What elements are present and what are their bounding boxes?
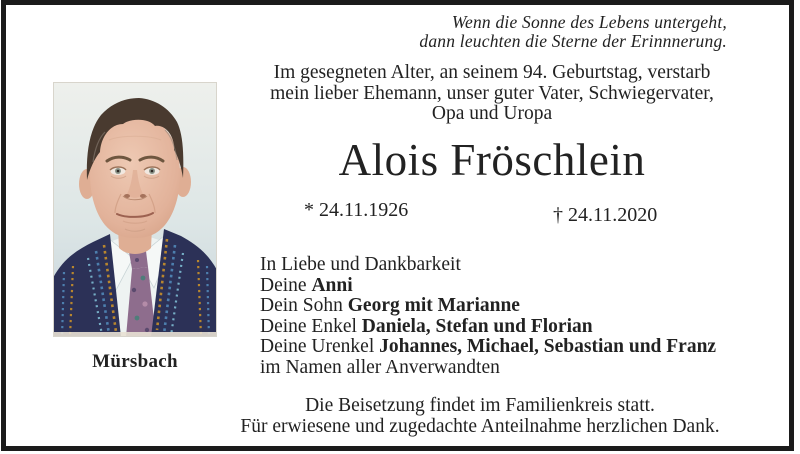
family-closing: im Namen aller Anverwandten <box>260 356 500 378</box>
portrait-photo-illustration <box>53 82 217 337</box>
relation-label: Dein Sohn <box>260 295 343 317</box>
family-line <box>260 276 730 297</box>
intro-line3: Opa und Uropa <box>431 103 553 124</box>
intro-text <box>256 63 728 125</box>
relation-label: Deine <box>260 274 307 296</box>
relation-label: Deine Urenkel <box>260 336 375 358</box>
memorial-quote-line2: dann leuchten die Sterne der Erinnnerung. <box>419 30 727 51</box>
portrait-photo <box>53 82 217 337</box>
relative-names: Georg mit Marianne <box>347 295 520 317</box>
place-name: Mürsbach <box>92 351 178 372</box>
relation-label: Deine Enkel <box>260 315 357 337</box>
family-block <box>260 255 730 379</box>
family-heading: In Liebe und Dankbarkeit <box>260 254 461 275</box>
relative-names: Daniela, Stefan und Florian <box>361 315 593 337</box>
funeral-note <box>160 395 800 437</box>
intro-line1: Im gesegneten Alter, an seinem 94. Geburtstag, verstarb <box>273 62 711 83</box>
funeral-note-line2: Für erwiesene und zugedachte Anteilnahme herzlichen Dank. <box>240 416 720 437</box>
relative-names: Anni <box>311 274 353 296</box>
family-line <box>260 317 730 338</box>
memorial-quote <box>419 13 727 50</box>
memorial-quote-line1: Wenn die Sonne des Lebens untergeht, <box>451 12 727 32</box>
deceased-name: Alois Fröschlein <box>338 135 646 185</box>
death-date: † 24.11.2020 <box>553 204 658 226</box>
intro-line2: mein lieber Ehemann, unser guter Vater, Schwiegervater, <box>270 82 714 104</box>
birth-date: * 24.11.1926 <box>304 199 409 221</box>
family-line <box>260 296 730 317</box>
funeral-note-line1: Die Beisetzung findet im Familienkreis statt. <box>305 395 655 416</box>
family-line <box>260 337 730 358</box>
relative-names: Johannes, Michael, Sebastian und Franz <box>379 336 717 358</box>
